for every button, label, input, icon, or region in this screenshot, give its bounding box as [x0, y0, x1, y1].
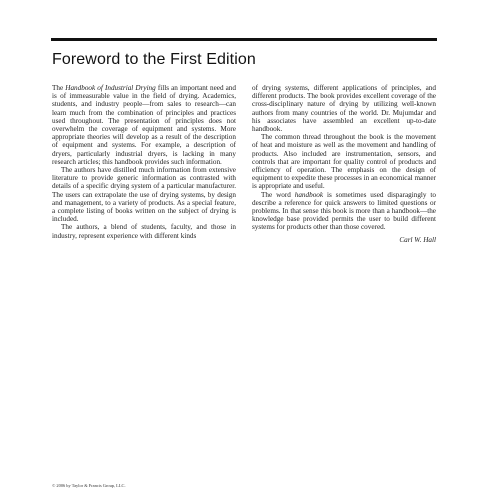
paragraph: of drying systems, different applications of principles, and different products. The book provides excellent coverage of the cross-disciplinary nature of drying by utilizing well-known authors from many countries of the world. Dr. Mujumdar and his associates have assembled an excellent up-to-date handbook. — [252, 84, 436, 134]
page-title: Foreword to the First Edition — [52, 51, 256, 68]
paragraph: The common thread throughout the book is the movement of heat and moisture as well as the movement and handling of products. Also included are instrumentation, sensors, and controls that are important for quality control of products and efficiency of operation. The emphasis on the design of equipment to expedite these processes in an economical manner is appropriate and useful. — [252, 133, 437, 191]
paragraph: The authors, a blend of students, faculty, and those in industry, represent experience with different kinds — [52, 223, 236, 240]
text-column-left — [52, 84, 236, 240]
paragraph: The Handbook of Industrial Drying fills an important need and is of immeasurable value in the field of drying. Academics, students, and industry people—from sales to research—can learn much from the combination of principles and practices used throughout. The presentation of principles does not overwhelm the coverage of equipment and systems. More appropriate theories will develop as a result of the description of equipment and systems. For example, a description of dryers, particularly industrial dryers, is lacking in many research articles; this handbook provides such information. — [52, 84, 236, 166]
author-signature: Carl W. Hall — [399, 235, 436, 244]
title-rule — [51, 38, 437, 41]
paragraph: The word handbook is sometimes used disparagingly to describe a reference for quick answers to limited questions or problems. In that sense this book is more than a handbook—the knowledge base provided permits the user to build different systems for products other than those covered. — [252, 190, 436, 232]
emphasized-word: handbook — [294, 190, 324, 199]
text-column-right — [252, 84, 436, 244]
paragraph: The authors have distilled much information from extensive literature to provide generic information as contrasted with details of a specific drying system of a particular manufacturer. The users can extrapolate the use of drying systems, by design and management, to a variety of products. As a special feature, a complete listing of books written on the subject of drying is included. — [52, 166, 236, 224]
book-title: Handbook of Industrial Drying — [65, 84, 156, 92]
copyright-footer: © 2006 by Taylor & Francis Group, LLC. — [52, 483, 126, 488]
